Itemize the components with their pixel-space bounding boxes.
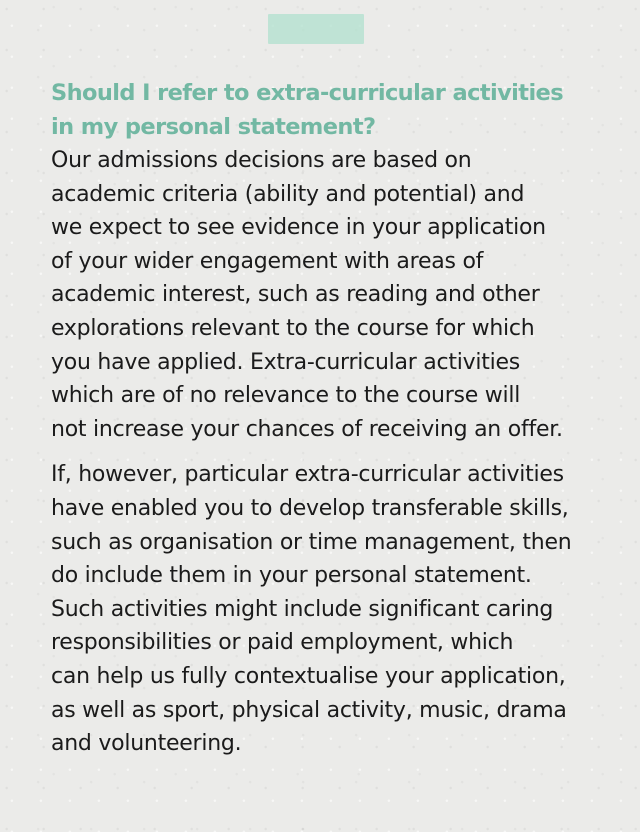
paragraph-line: and volunteering. (51, 731, 242, 757)
heading-line: in my personal statement? (51, 114, 376, 140)
paragraph-line: Such activities might include significant caring (51, 596, 554, 622)
paragraph-line: academic interest, such as reading and other (51, 282, 540, 308)
paragraph-line: which are of no relevance to the course will (51, 383, 521, 409)
paragraph-line: do include them in your personal statement. (51, 563, 532, 589)
paragraph-line: as well as sport, physical activity, music, drama (51, 697, 567, 723)
paragraph-line: responsibilities or paid employment, which (51, 630, 514, 656)
paragraph-line: you have applied. Extra-curricular activities (51, 349, 520, 375)
paragraph-line: Our admissions decisions are based on (51, 148, 472, 173)
answer-paragraph-2 (51, 458, 611, 760)
paragraph-line: we expect to see evidence in your application (51, 215, 546, 241)
paragraph-line: have enabled you to develop transferable skills, (51, 495, 569, 521)
answer-paragraph-1 (51, 144, 611, 446)
paragraph-line: explorations relevant to the course for which (51, 315, 535, 341)
tape-strip (268, 14, 364, 44)
paragraph-line: If, however, particular extra-curricular activities (51, 462, 564, 488)
paragraph-line: such as organisation or time management, then (51, 529, 572, 555)
paragraph-line: not increase your chances of receiving an offer. (51, 416, 563, 442)
paragraph-line: can help us fully contextualise your application, (51, 663, 566, 689)
question-heading (51, 76, 611, 144)
paragraph-line: of your wider engagement with areas of (51, 248, 484, 274)
heading-line: Should I refer to extra-curricular activities (51, 80, 564, 106)
faq-card (51, 76, 611, 761)
paragraph-line: academic criteria (ability and potential) and (51, 181, 525, 207)
